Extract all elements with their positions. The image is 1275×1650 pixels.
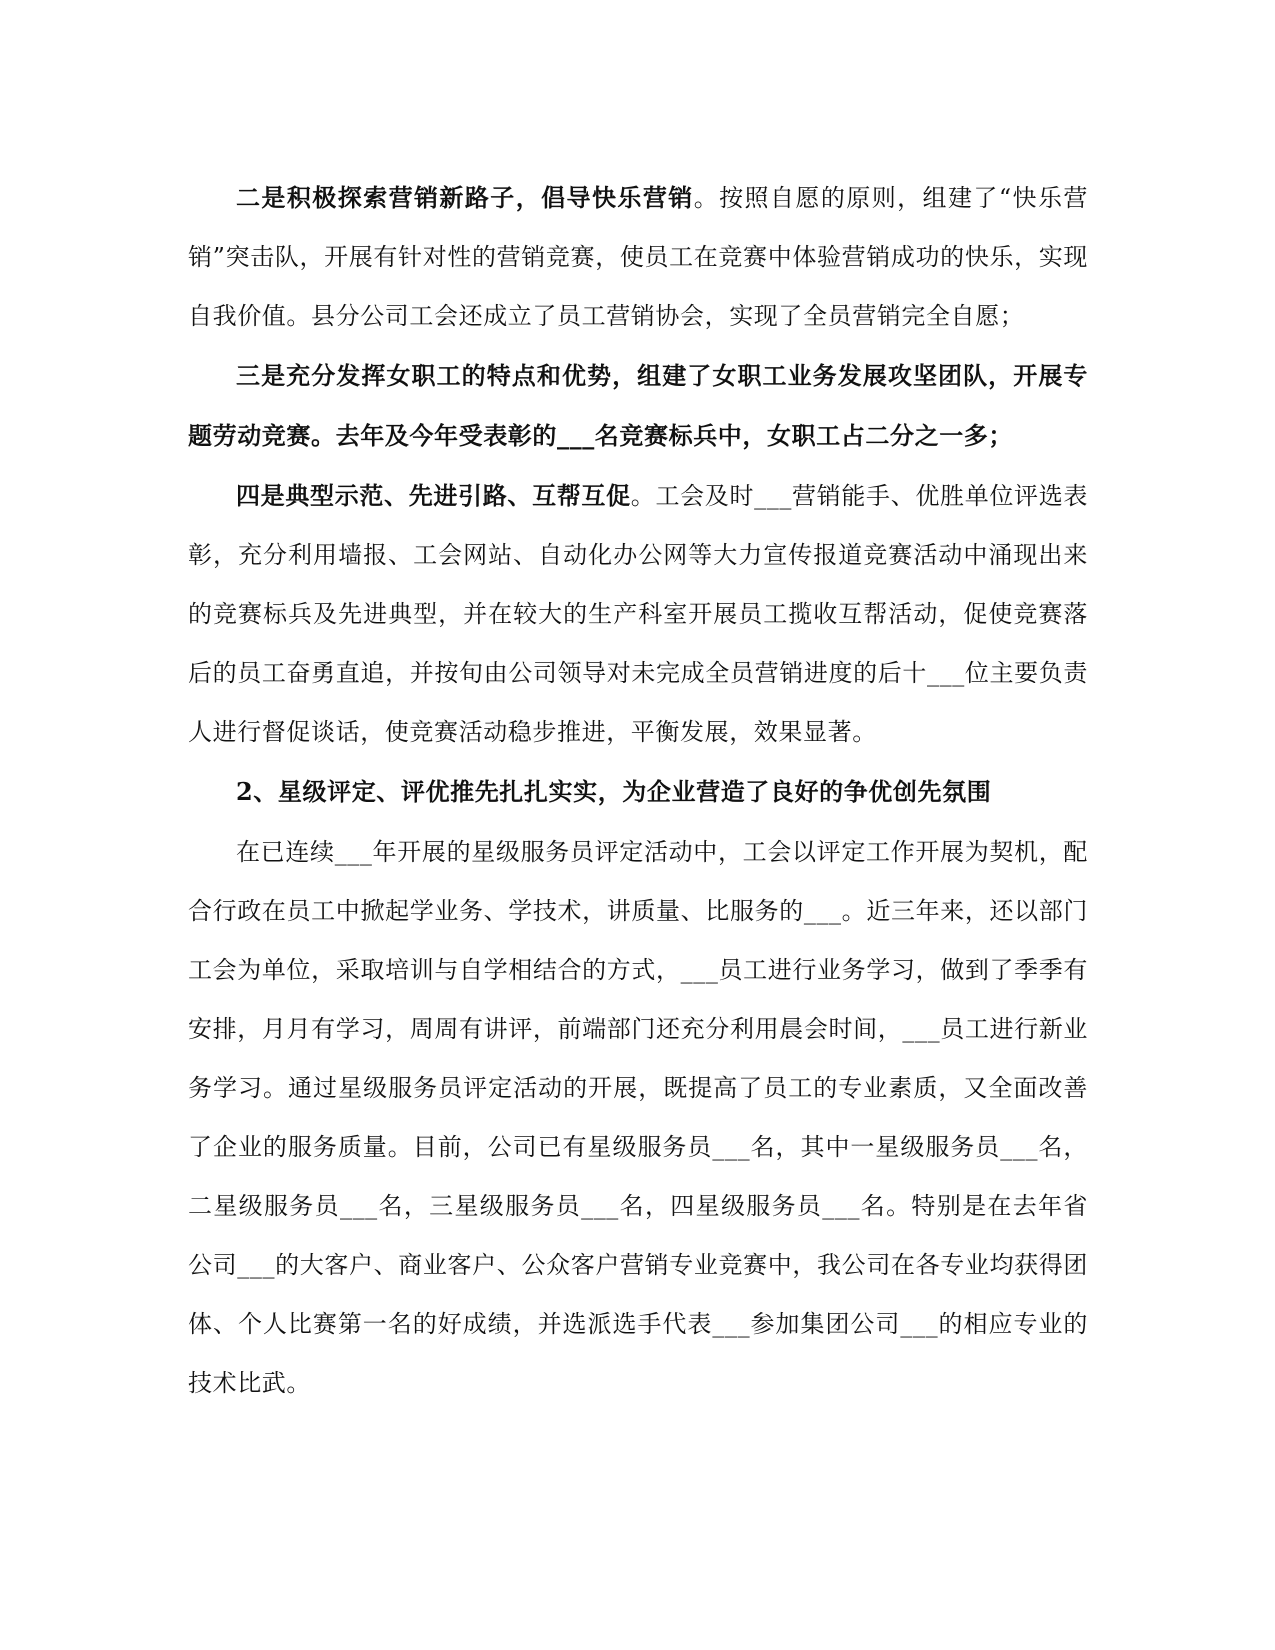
section-heading-star-rating (188, 762, 1088, 822)
paragraph-star-service-staff (188, 822, 1088, 1413)
paragraph-text: 。工会及时___营销能手、优胜单位评选表彰，充分利用墙报、工会网站、自动化办公网等大力宣传报道竞赛活动中涌现出来的竞赛标兵及先进典型，并在较大的生产科室开展员工揽收互帮活动，促使竞赛落后的员工奋勇直追，并按旬由公司领导对未完成全员营销进度的后十___位主要负责人进行督促谈话，使竞赛活动稳步推进，平衡发展，效果显著。 (188, 482, 1088, 746)
paragraph-lead: 三是充分发挥女职工的特点和优势，组建了女职工业务发展攻坚团队，开展专题劳动竞赛。去年及今年受表彰的___名竞赛标兵中，女职工占二分之一多； (188, 361, 1088, 450)
document-body (188, 168, 1088, 1413)
paragraph-female-staff (188, 346, 1088, 466)
paragraph-text: 。按照自愿的原则，组建了“快乐营销”突击队，开展有针对性的营销竞赛，使员工在竞赛中体验营销成功的快乐，实现自我价值。县分公司工会还成立了员工营销协会，实现了全员营销完全自愿； (188, 184, 1088, 330)
paragraph-marketing-new-path (188, 168, 1088, 346)
paragraph-model-demonstration (188, 466, 1088, 762)
paragraph-lead: 二是积极探索营销新路子，倡导快乐营销 (236, 183, 694, 212)
paragraph-lead: 四是典型示范、先进引路、互帮互促 (236, 481, 631, 510)
section-heading-text: 2、星级评定、评优推先扎扎实实，为企业营造了良好的争优创先氛围 (236, 777, 992, 806)
paragraph-text: 在已连续___年开展的星级服务员评定活动中，工会以评定工作开展为契机，配合行政在员工中掀起学业务、学技术，讲质量、比服务的___。近三年来，还以部门工会为单位，采取培训与自学相结合的方式，___员工进行业务学习，做到了季季有安排，月月有学习，周周有讲评，前端部门还充分利用晨会时间，___员工进行新业务学习。通过星级服务员评定活动的开展，既提高了员工的专业素质，又全面改善了企业的服务质量。目前，公司已有星级服务员___名，其中一星级服务员___名，二星级服务员___名，三星级服务员___名，四星级服务员___名。特别是在去年省公司___的大客户、商业客户、公众客户营销专业竞赛中，我公司在各专业均获得团体、个人比赛第一名的好成绩，并选派选手代表___参加集团公司___的相应专业的技术比武。 (188, 838, 1088, 1397)
